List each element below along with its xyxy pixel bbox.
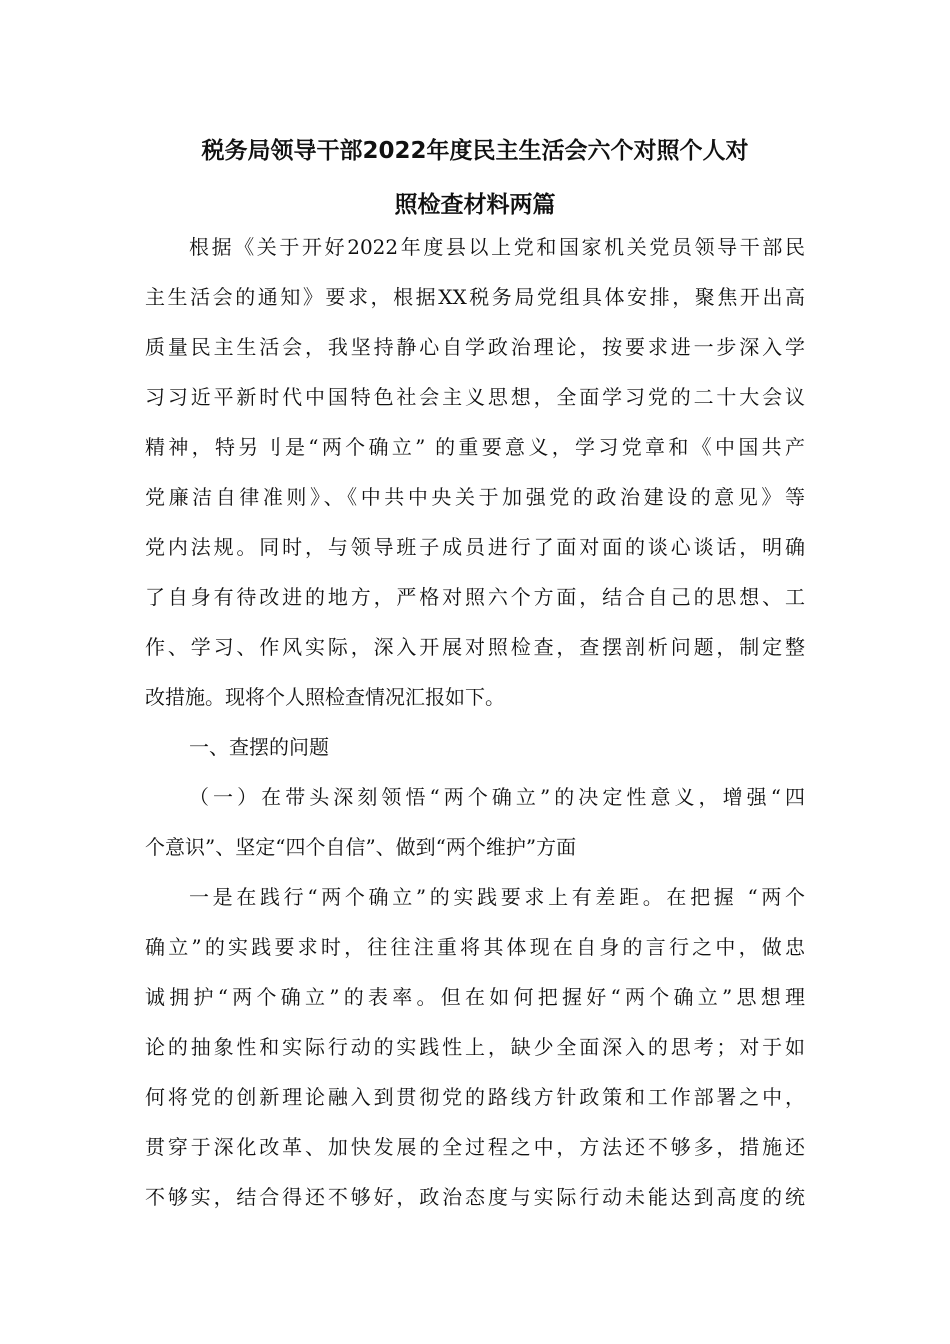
paragraph-line: 一是在践行“两个确立”的实践要求上有差距。在把握 “两个 [189, 885, 805, 909]
paragraph-line: 改措施。现将个人照检查情况汇报如下。 [145, 685, 505, 709]
document-body [145, 222, 805, 1222]
subsection-line: （一）在带头深刻领悟“两个确立”的决定性意义，增强“四 [189, 785, 805, 809]
document-title [145, 124, 805, 232]
paragraph-line: 诚拥护“两个确立”的表率。但在如何把握好“两个确立”思想理 [145, 985, 805, 1009]
paragraph-line: 了自身有待改进的地方，严格对照六个方面，结合自己的思想、工 [145, 585, 805, 609]
paragraph-line: 根据《关于开好2022年度县以上党和国家机关党员领导干部民 [189, 235, 805, 259]
paragraph-line: 作、学习、作风实际，深入开展对照检查，查摆剖析问题，制定整 [145, 635, 805, 659]
paragraph-line: 主生活会的通知》要求，根据XX税务局党组具体安排，聚焦开出高 [145, 285, 805, 309]
paragraph-line: 精神，特另刂是“两个确立” 的重要意义，学习党章和《中国共产 [145, 435, 805, 459]
paragraph-line: 贯穿于深化改革、加快发展的全过程之中，方法还不够多，措施还 [145, 1135, 805, 1159]
paragraph-line: 确立”的实践要求时，往往注重将其体现在自身的言行之中，做忠 [145, 935, 805, 959]
title-line: 照检查材料两篇 [394, 192, 556, 218]
paragraph-line: 习习近平新时代中国特色社会主义思想，全面学习党的二十大会议 [145, 385, 805, 409]
paragraph-line: 党内法规。同时，与领导班子成员进行了面对面的谈心谈话，明确 [145, 535, 805, 559]
paragraph-line: 质量民主生活会，我坚持静心自学政治理论，按要求进一步深入学 [145, 335, 805, 359]
title-line: 税务局领导干部2022年度民主生活会六个对照个人对 [201, 138, 749, 164]
body-paragraph [145, 872, 805, 1222]
paragraph-line: 不够实，结合得还不够好，政治态度与实际行动未能达到高度的统 [145, 1185, 805, 1209]
paragraph-line: 论的抽象性和实际行动的实践性上，缺少全面深入的思考；对于如 [145, 1035, 805, 1059]
intro-paragraph [145, 222, 805, 722]
paragraph-line: 党廉洁自律准则》、《中共中央关于加强党的政治建设的意见》等 [145, 485, 805, 509]
paragraph-line: 何将党的创新理论融入到贯彻党的路线方针政策和工作部署之中， [145, 1085, 805, 1109]
subsection-heading [145, 772, 805, 872]
subsection-line: 个意识”、坚定“四个自信”、做到“两个维护”方面 [145, 835, 577, 859]
section-heading: 一、查摆的问题 [189, 735, 329, 759]
